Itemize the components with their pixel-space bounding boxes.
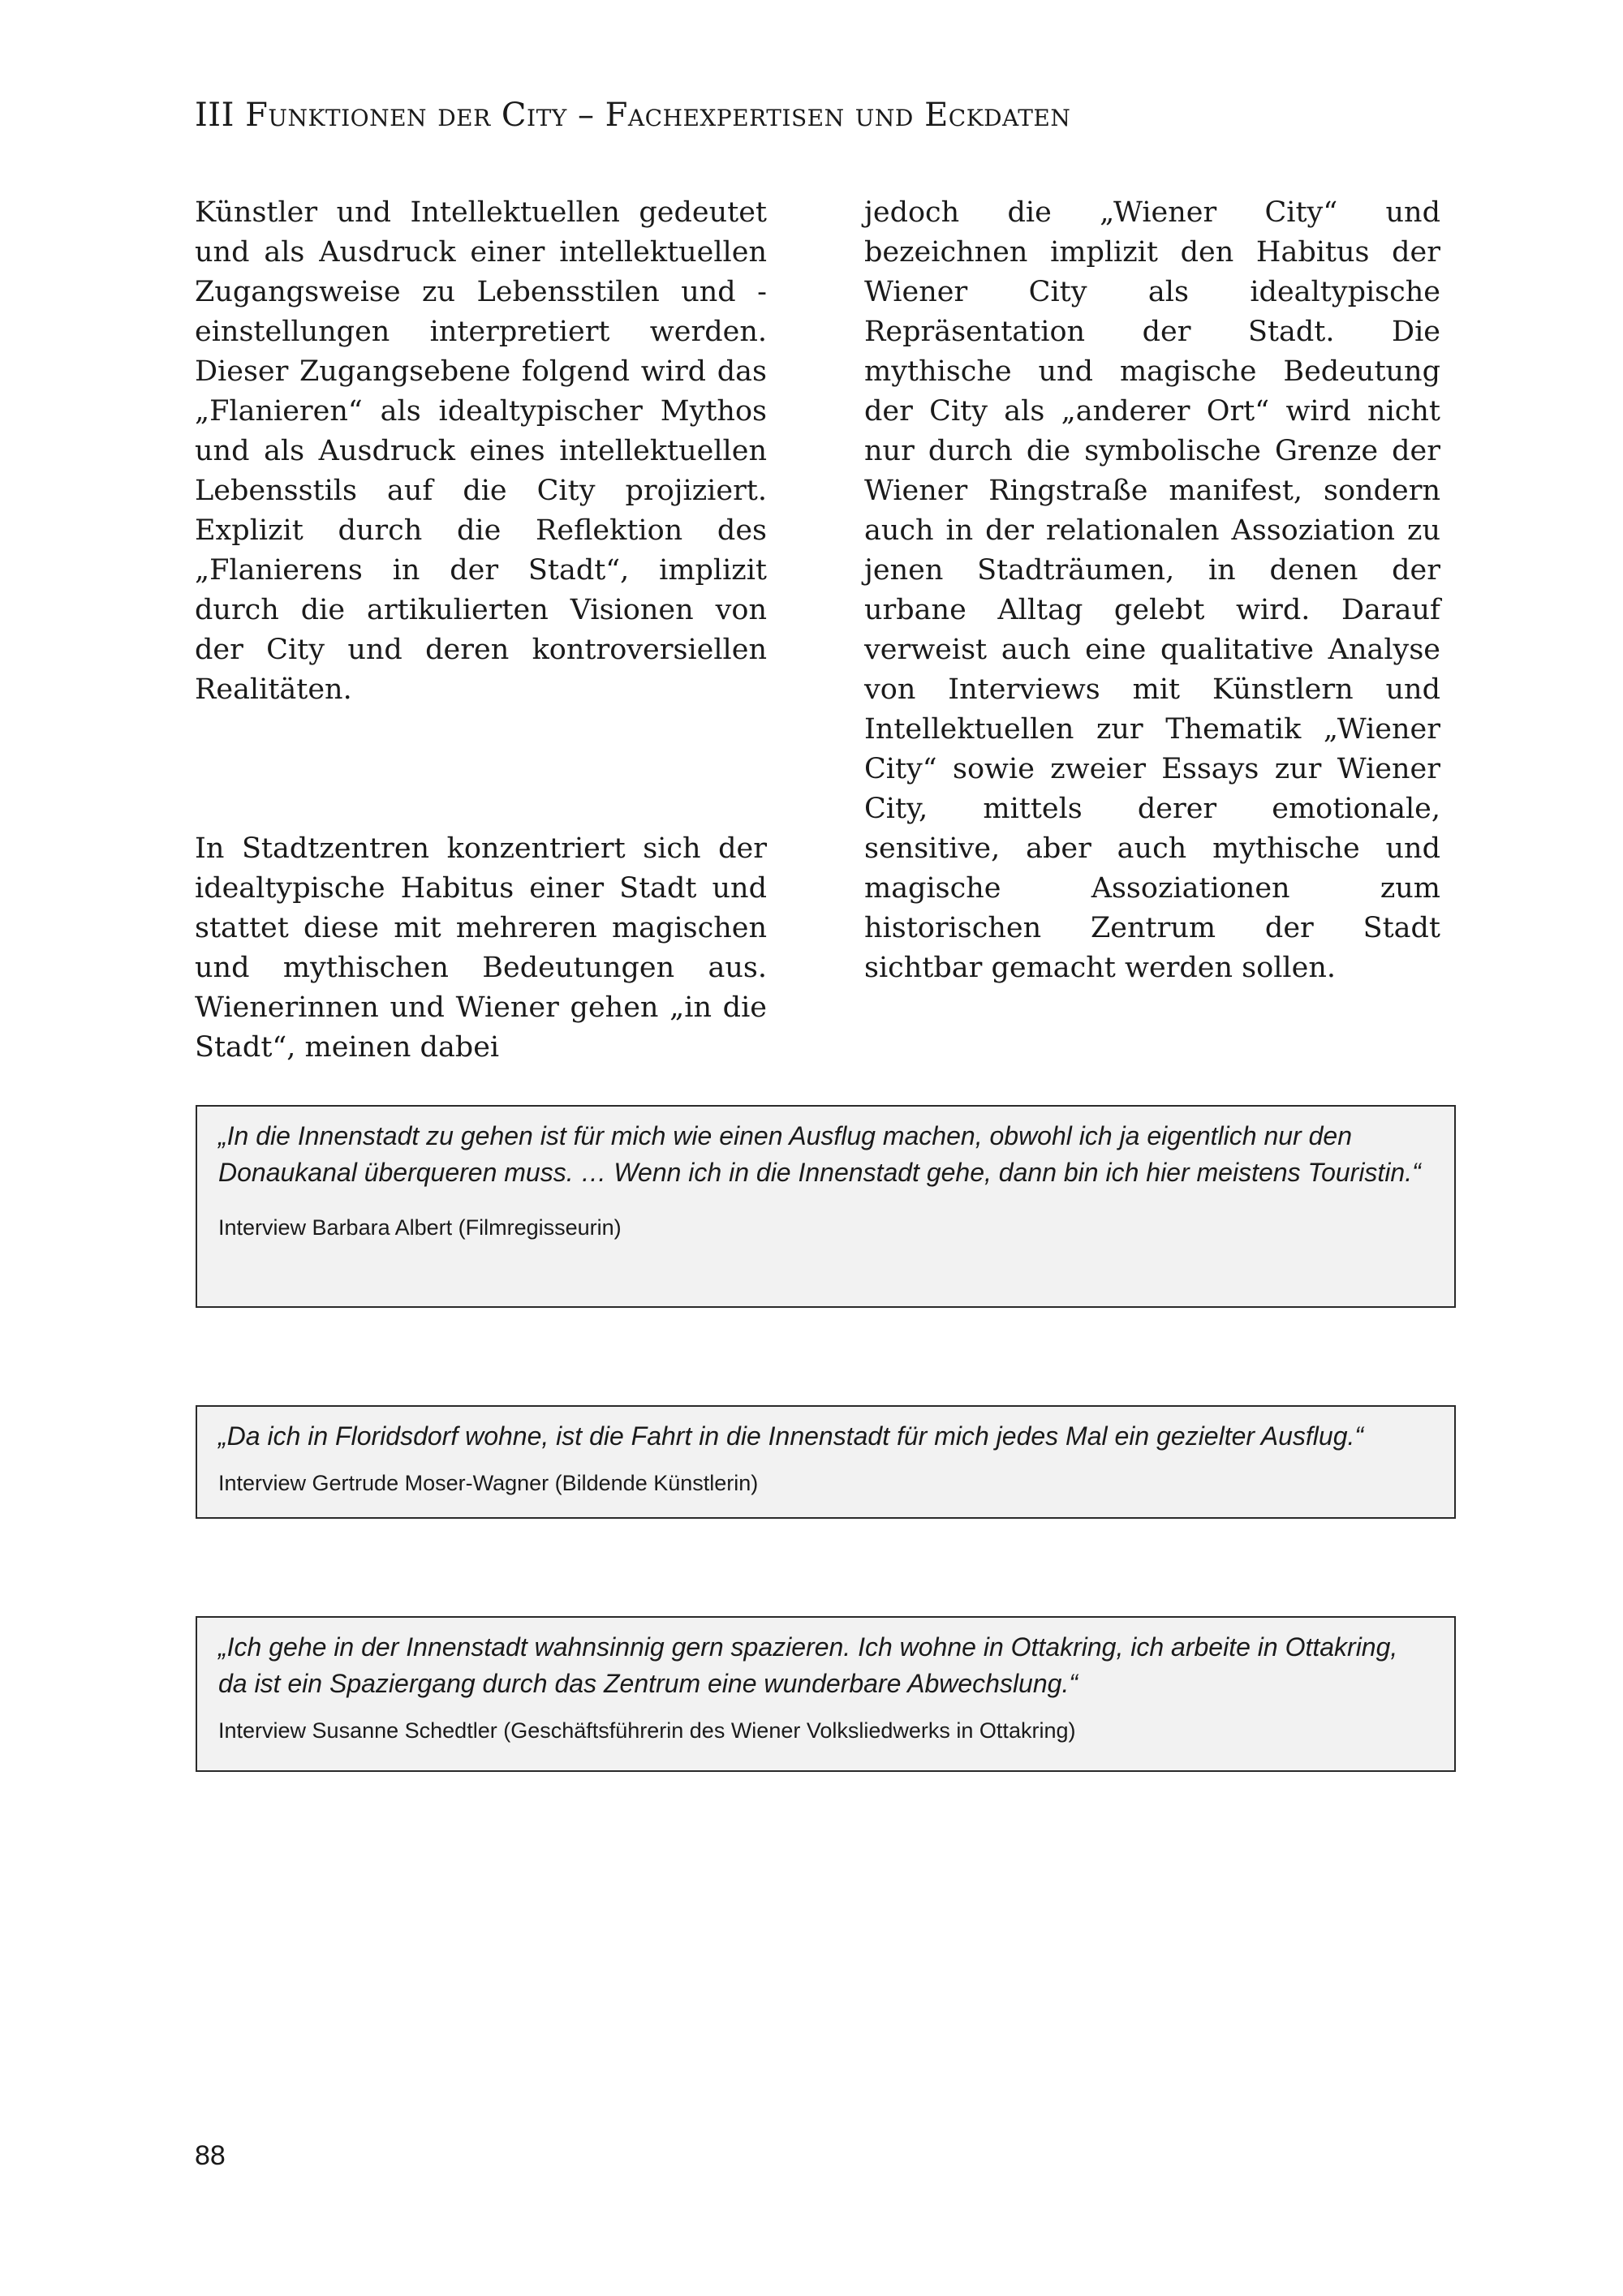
left-column <box>195 193 767 1068</box>
quote-source: Interview Susanne Schedtler (Geschäftsführerin des Wiener Volksliedwerks in Ottakring) <box>218 1718 1076 1743</box>
quote-box <box>196 1105 1456 1308</box>
body-paragraph: In Stadtzentren konzentriert sich der idealtypische Habitus einer Stadt und stattet diese mit mehreren magischen und mythischen Bedeutungen aus. Wienerinnen und Wiener gehen „in die Stadt“, meinen dabei <box>195 832 767 1064</box>
quote-source: Interview Gertrude Moser-Wagner (Bildende Künstlerin) <box>218 1471 759 1495</box>
quote-text: „In die Innenstadt zu gehen ist für mich wie einen Ausflug machen, obwohl ich ja eigentlich nur den Donaukanal überqueren muss. … Wenn ich in die Innenstadt gehe, dann bin ich hier meistens Touristin.“ <box>218 1121 1421 1187</box>
right-column <box>864 193 1440 988</box>
quote-box <box>196 1616 1456 1772</box>
quote-text: „Ich gehe in der Innenstadt wahnsinnig gern spazieren. Ich wohne in Ottakring, ich arbeite in Ottakring, da ist ein Spaziergang durch das Zentrum eine wunderbare Abwechslung.“ <box>218 1632 1398 1698</box>
running-header: III Funktionen der City – Fachexpertisen und Eckdaten <box>195 97 1071 134</box>
body-paragraph: Künstler und Intellektuellen gedeutet und als Ausdruck einer intellektuellen Zugangsweise zu Lebensstilen und -einstellungen interpretiert werden. Dieser Zugangsebene folgend wird das „Flanieren“ als idealtypischer Mythos und als Ausdruck eines intellektuellen Lebensstils auf die City projiziert. Explizit durch die Reflektion des „Flanierens in der Stadt“, implizit durch die artikulierten Visionen von der City und deren kontroversiellen Realitäten. <box>195 196 767 706</box>
quote-source: Interview Barbara Albert (Filmregisseurin) <box>218 1215 622 1240</box>
quote-box <box>196 1405 1456 1519</box>
body-paragraph: jedoch die „Wiener City“ und bezeichnen implizit den Habitus der Wiener City als idealtypische Repräsentation der Stadt. Die mythische und magische Bedeutung der City als „anderer Ort“ wird nicht nur durch die symbolische Grenze der Wiener Ringstraße manifest, sondern auch in der relationalen Assoziation zu jenen Stadträumen, in denen der urbane Alltag gelebt wird. Darauf verweist auch eine qualitative Analyse von Interviews mit Künstlern und Intellektuellen zur Thematik „Wiener City“ sowie zweier Essays zur Wiener City, mittels derer emotionale, sensitive, aber auch mythische und magische Assoziationen zum historischen Zentrum der Stadt sichtbar gemacht werden sollen. <box>864 196 1440 984</box>
quote-text: „Da ich in Floridsdorf wohne, ist die Fahrt in die Innenstadt für mich jedes Mal ein gezielter Ausflug.“ <box>218 1421 1364 1451</box>
page-number: 88 <box>195 2140 226 2171</box>
